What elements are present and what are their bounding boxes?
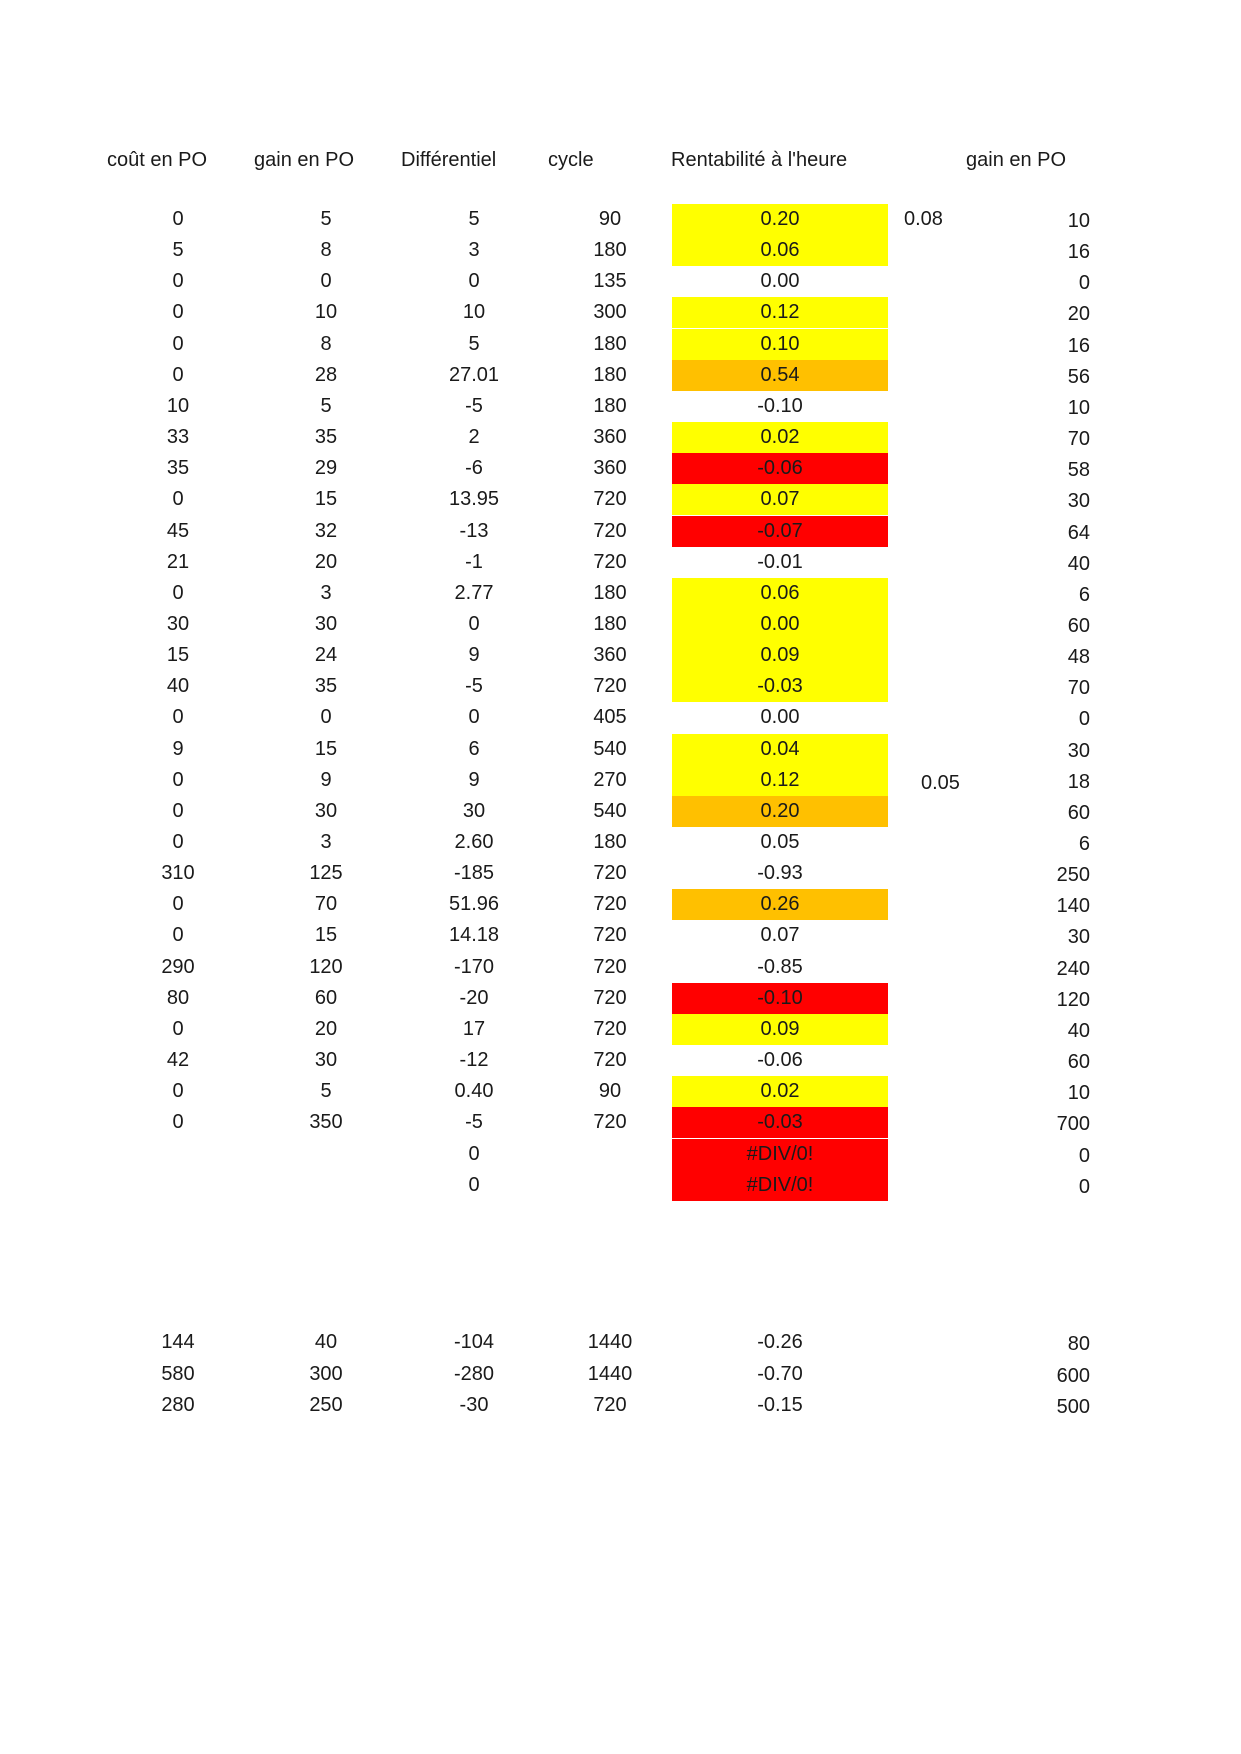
cell-cycle: 540 — [593, 738, 627, 760]
cell-cycle — [545, 1170, 675, 1201]
cell-cycle: 540 — [593, 800, 627, 822]
cell-differentiel: 6 — [468, 738, 480, 760]
cell-rentabilite: #DIV/0! — [672, 1170, 888, 1201]
cell-differentiel: -280 — [453, 1363, 495, 1385]
table-row — [0, 547, 1241, 578]
table-row — [0, 329, 1241, 360]
cell-differentiel: 0 — [468, 1143, 480, 1165]
cell-cout: 33 — [166, 426, 190, 448]
cell-cycle: 720 — [593, 520, 627, 542]
cell-gain: 15 — [314, 924, 338, 946]
cell-cycle: 180 — [593, 582, 627, 604]
cell-rentabilite: -0.06 — [672, 453, 888, 484]
header-rentabilite: Rentabilité à l'heure — [671, 149, 848, 171]
cell-differentiel: 5 — [468, 333, 480, 355]
cell-rentabilite: 0.07 — [760, 924, 800, 946]
cell-gain-right: 10 — [1067, 397, 1090, 419]
cell-rentabilite: 0.00 — [672, 609, 888, 640]
side-note-2: 0.05 — [921, 772, 960, 794]
table-row — [0, 1014, 1241, 1045]
cell-rentabilite: 0.26 — [672, 889, 888, 920]
cell-cycle: 720 — [593, 924, 627, 946]
cell-gain-right: 16 — [1067, 335, 1090, 357]
cell-gain-right: 64 — [1067, 522, 1090, 544]
cell-differentiel: 14.18 — [448, 924, 500, 946]
cell-gain-right: 6 — [1078, 833, 1090, 855]
cell-rentabilite: -0.10 — [757, 395, 803, 417]
cell-cout: 10 — [166, 395, 190, 417]
cell-rentabilite: 0.20 — [672, 204, 888, 235]
cell-cycle: 300 — [593, 301, 627, 323]
table-row — [0, 1107, 1241, 1138]
table-row — [0, 297, 1241, 328]
cell-rentabilite: -0.15 — [757, 1394, 803, 1416]
cell-cycle: 720 — [593, 893, 627, 915]
cell-differentiel: -5 — [465, 1111, 483, 1133]
cell-gain-right: 18 — [1067, 771, 1090, 793]
cell-gain: 15 — [314, 488, 338, 510]
cell-gain: 30 — [314, 1049, 338, 1071]
cell-cycle — [545, 1139, 675, 1170]
cell-gain: 9 — [320, 769, 332, 791]
table-row — [0, 1359, 1241, 1390]
header-cout: coût en PO — [107, 149, 208, 171]
table-row — [0, 1076, 1241, 1107]
cell-gain: 29 — [314, 457, 338, 479]
cell-cout: 0 — [172, 1018, 184, 1040]
cell-gain-right: 500 — [1056, 1396, 1090, 1418]
cell-gain-right: 600 — [1056, 1365, 1090, 1387]
cell-rentabilite: 0.54 — [672, 360, 888, 391]
cell-rentabilite: 0.09 — [672, 640, 888, 671]
cell-gain-right: 0 — [1078, 1145, 1090, 1167]
cell-rentabilite: 0.12 — [672, 297, 888, 328]
cell-cycle: 180 — [593, 333, 627, 355]
cell-differentiel: 10 — [462, 301, 486, 323]
cell-cout: 5 — [172, 239, 184, 261]
cell-differentiel: 9 — [468, 644, 480, 666]
table-row — [0, 1139, 1241, 1170]
cell-gain: 300 — [309, 1363, 343, 1385]
cell-differentiel: 13.95 — [448, 488, 500, 510]
cell-gain: 0 — [320, 706, 332, 728]
cell-gain: 20 — [314, 1018, 338, 1040]
table-row — [0, 640, 1241, 671]
table-row — [0, 920, 1241, 951]
table-row — [0, 266, 1241, 297]
cell-cout — [110, 1139, 246, 1170]
cell-gain-right: 30 — [1067, 740, 1090, 762]
cell-gain — [258, 1170, 394, 1201]
cell-cout: 0 — [172, 706, 184, 728]
cell-cout: 30 — [166, 613, 190, 635]
cell-cout: 9 — [172, 738, 184, 760]
cell-gain-right: 120 — [1056, 989, 1090, 1011]
cell-gain: 3 — [320, 831, 332, 853]
table-row — [0, 1045, 1241, 1076]
cell-cout: 0 — [172, 208, 184, 230]
cell-rentabilite: -0.03 — [672, 1107, 888, 1138]
cell-gain: 8 — [320, 239, 332, 261]
cell-rentabilite: 0.04 — [672, 734, 888, 765]
header-gain-right: gain en PO — [966, 149, 1067, 171]
table-row — [0, 391, 1241, 422]
cell-differentiel: 2.60 — [454, 831, 494, 853]
cell-cycle: 720 — [593, 675, 627, 697]
cell-cycle: 90 — [598, 1080, 622, 1102]
cell-differentiel: 0.40 — [454, 1080, 494, 1102]
cell-rentabilite: -0.01 — [757, 551, 803, 573]
cell-cout: 0 — [172, 333, 184, 355]
cell-gain-right: 700 — [1056, 1113, 1090, 1135]
cell-gain: 30 — [314, 613, 338, 635]
cell-gain-right: 240 — [1056, 958, 1090, 980]
cell-cycle: 720 — [593, 551, 627, 573]
cell-cycle: 720 — [593, 1394, 627, 1416]
cell-cout: 0 — [172, 301, 184, 323]
cell-rentabilite: 0.06 — [672, 235, 888, 266]
cell-gain: 120 — [309, 956, 343, 978]
cell-differentiel: 0 — [468, 613, 480, 635]
cell-cout: 40 — [166, 675, 190, 697]
cell-gain: 0 — [320, 270, 332, 292]
table-row — [0, 827, 1241, 858]
table-row — [0, 516, 1241, 547]
cell-gain-right: 48 — [1067, 646, 1090, 668]
cell-gain: 8 — [320, 333, 332, 355]
cell-cout: 0 — [172, 1080, 184, 1102]
cell-rentabilite: -0.07 — [672, 516, 888, 547]
cell-rentabilite: 0.10 — [672, 329, 888, 360]
cell-gain: 30 — [314, 800, 338, 822]
cell-cout: 42 — [166, 1049, 190, 1071]
cell-gain: 5 — [320, 395, 332, 417]
cell-cout: 580 — [161, 1363, 195, 1385]
table-row — [0, 858, 1241, 889]
cell-rentabilite: #DIV/0! — [672, 1139, 888, 1170]
cell-cout: 0 — [172, 364, 184, 386]
cell-cycle: 720 — [593, 488, 627, 510]
table-row — [0, 1390, 1241, 1421]
cell-cycle: 180 — [593, 613, 627, 635]
cell-gain: 15 — [314, 738, 338, 760]
cell-cycle: 90 — [598, 208, 622, 230]
cell-cout: 35 — [166, 457, 190, 479]
cell-cout: 21 — [166, 551, 190, 573]
cell-gain-right: 70 — [1067, 677, 1090, 699]
cell-gain: 32 — [314, 520, 338, 542]
cell-cout: 310 — [161, 862, 195, 884]
cell-differentiel: -1 — [465, 551, 483, 573]
cell-rentabilite: -0.10 — [672, 983, 888, 1014]
cell-gain-right: 40 — [1067, 553, 1090, 575]
cell-cycle: 720 — [593, 862, 627, 884]
cell-cout: 0 — [172, 800, 184, 822]
cell-gain-right: 70 — [1067, 428, 1090, 450]
cell-cycle: 720 — [593, 1111, 627, 1133]
cell-differentiel: 0 — [468, 1174, 480, 1196]
cell-cout: 0 — [172, 582, 184, 604]
cell-gain: 40 — [314, 1331, 338, 1353]
cell-differentiel: 5 — [468, 208, 480, 230]
cell-cycle: 270 — [593, 769, 627, 791]
cell-cycle: 1440 — [587, 1363, 633, 1385]
cell-differentiel: -12 — [459, 1049, 489, 1071]
cell-gain-right: 30 — [1067, 490, 1090, 512]
cell-rentabilite: 0.00 — [760, 270, 800, 292]
cell-cycle: 135 — [593, 270, 627, 292]
cell-cycle: 720 — [593, 1049, 627, 1071]
cell-gain-right: 30 — [1067, 926, 1090, 948]
cell-cout: 0 — [172, 1111, 184, 1133]
table-row — [0, 484, 1241, 515]
cell-differentiel: -6 — [465, 457, 483, 479]
cell-gain-right: 140 — [1056, 895, 1090, 917]
cell-differentiel: 2.77 — [454, 582, 494, 604]
cell-gain: 70 — [314, 893, 338, 915]
cell-differentiel: 51.96 — [448, 893, 500, 915]
cell-rentabilite: -0.70 — [757, 1363, 803, 1385]
cell-differentiel: 2 — [468, 426, 480, 448]
cell-gain-right: 0 — [1078, 1176, 1090, 1198]
cell-cout: 0 — [172, 488, 184, 510]
cell-gain-right: 60 — [1067, 1051, 1090, 1073]
cell-differentiel: 0 — [468, 706, 480, 728]
cell-rentabilite: 0.20 — [672, 796, 888, 827]
cell-gain: 28 — [314, 364, 338, 386]
cell-gain-right: 0 — [1078, 272, 1090, 294]
cell-cycle: 1440 — [587, 1331, 633, 1353]
cell-gain: 20 — [314, 551, 338, 573]
cell-gain-right: 10 — [1067, 210, 1090, 232]
table-row — [0, 578, 1241, 609]
cell-gain: 24 — [314, 644, 338, 666]
cell-cout: 144 — [161, 1331, 195, 1353]
cell-differentiel: -20 — [459, 987, 489, 1009]
cell-cout: 0 — [172, 769, 184, 791]
table-row — [0, 765, 1241, 796]
cell-gain-right: 250 — [1056, 864, 1090, 886]
cell-cycle: 720 — [593, 987, 627, 1009]
cell-cycle: 180 — [593, 364, 627, 386]
cell-cycle: 180 — [593, 395, 627, 417]
cell-differentiel: 30 — [462, 800, 486, 822]
cell-gain-right: 60 — [1067, 802, 1090, 824]
table-row — [0, 204, 1241, 235]
cell-gain: 60 — [314, 987, 338, 1009]
side-note-1: 0.08 — [904, 208, 943, 230]
table-row — [0, 235, 1241, 266]
cell-cycle: 180 — [593, 239, 627, 261]
cell-differentiel: -13 — [459, 520, 489, 542]
cell-rentabilite: 0.02 — [672, 1076, 888, 1107]
cell-differentiel: -30 — [459, 1394, 489, 1416]
cell-differentiel: -104 — [453, 1331, 495, 1353]
cell-rentabilite: -0.93 — [757, 862, 803, 884]
cell-cout: 45 — [166, 520, 190, 542]
cell-gain-right: 16 — [1067, 241, 1090, 263]
table-row — [0, 360, 1241, 391]
cell-gain: 35 — [314, 675, 338, 697]
cell-differentiel: -5 — [465, 675, 483, 697]
cell-gain: 3 — [320, 582, 332, 604]
cell-gain: 5 — [320, 208, 332, 230]
table-row — [0, 889, 1241, 920]
cell-cycle: 360 — [593, 457, 627, 479]
table-row — [0, 1327, 1241, 1358]
cell-rentabilite: 0.09 — [672, 1014, 888, 1045]
cell-gain: 350 — [309, 1111, 343, 1133]
cell-cycle: 360 — [593, 426, 627, 448]
table-row — [0, 422, 1241, 453]
cell-differentiel: 9 — [468, 769, 480, 791]
table-row — [0, 1170, 1241, 1201]
cell-rentabilite: 0.12 — [672, 765, 888, 796]
cell-cout: 290 — [161, 956, 195, 978]
cell-cycle: 720 — [593, 1018, 627, 1040]
cell-gain-right: 6 — [1078, 584, 1090, 606]
table-row — [0, 952, 1241, 983]
cell-gain-right: 80 — [1067, 1333, 1090, 1355]
table-row — [0, 983, 1241, 1014]
cell-cycle: 180 — [593, 831, 627, 853]
cell-cout: 0 — [172, 831, 184, 853]
cell-differentiel: -185 — [453, 862, 495, 884]
cell-gain-right: 10 — [1067, 1082, 1090, 1104]
header-cycle: cycle — [548, 149, 594, 171]
header-differentiel: Différentiel — [401, 149, 497, 171]
table-row — [0, 671, 1241, 702]
cell-rentabilite: -0.03 — [672, 671, 888, 702]
cell-rentabilite: 0.06 — [672, 578, 888, 609]
cell-gain-right: 60 — [1067, 615, 1090, 637]
cell-rentabilite: -0.85 — [757, 956, 803, 978]
cell-differentiel: 17 — [462, 1018, 486, 1040]
cell-gain: 250 — [309, 1394, 343, 1416]
cell-differentiel: -5 — [465, 395, 483, 417]
cell-gain: 5 — [320, 1080, 332, 1102]
cell-gain-right: 56 — [1067, 366, 1090, 388]
cell-gain — [258, 1139, 394, 1170]
cell-rentabilite: -0.06 — [757, 1049, 803, 1071]
cell-cout: 80 — [166, 987, 190, 1009]
table-row — [0, 734, 1241, 765]
table-row — [0, 702, 1241, 733]
cell-differentiel: 3 — [468, 239, 480, 261]
cell-cout: 0 — [172, 270, 184, 292]
cell-cycle: 720 — [593, 956, 627, 978]
cell-gain-right: 40 — [1067, 1020, 1090, 1042]
cell-cout: 0 — [172, 893, 184, 915]
cell-gain: 35 — [314, 426, 338, 448]
cell-gain-right: 0 — [1078, 708, 1090, 730]
table-row — [0, 796, 1241, 827]
cell-gain: 10 — [314, 301, 338, 323]
cell-cout: 15 — [166, 644, 190, 666]
cell-rentabilite: 0.00 — [760, 706, 800, 728]
cell-gain-right: 20 — [1067, 303, 1090, 325]
cell-cycle: 360 — [593, 644, 627, 666]
cell-cout: 0 — [172, 924, 184, 946]
cell-rentabilite: 0.05 — [760, 831, 800, 853]
cell-rentabilite: -0.26 — [757, 1331, 803, 1353]
cell-cout — [110, 1170, 246, 1201]
cell-gain: 125 — [309, 862, 343, 884]
cell-differentiel: 0 — [468, 270, 480, 292]
cell-differentiel: -170 — [453, 956, 495, 978]
cell-rentabilite: 0.07 — [672, 484, 888, 515]
cell-differentiel: 27.01 — [448, 364, 500, 386]
cell-gain-right: 58 — [1067, 459, 1090, 481]
cell-cycle: 405 — [593, 706, 627, 728]
table-row — [0, 453, 1241, 484]
header-gain: gain en PO — [254, 149, 355, 171]
cell-cout: 280 — [161, 1394, 195, 1416]
cell-rentabilite: 0.02 — [672, 422, 888, 453]
table-row — [0, 609, 1241, 640]
